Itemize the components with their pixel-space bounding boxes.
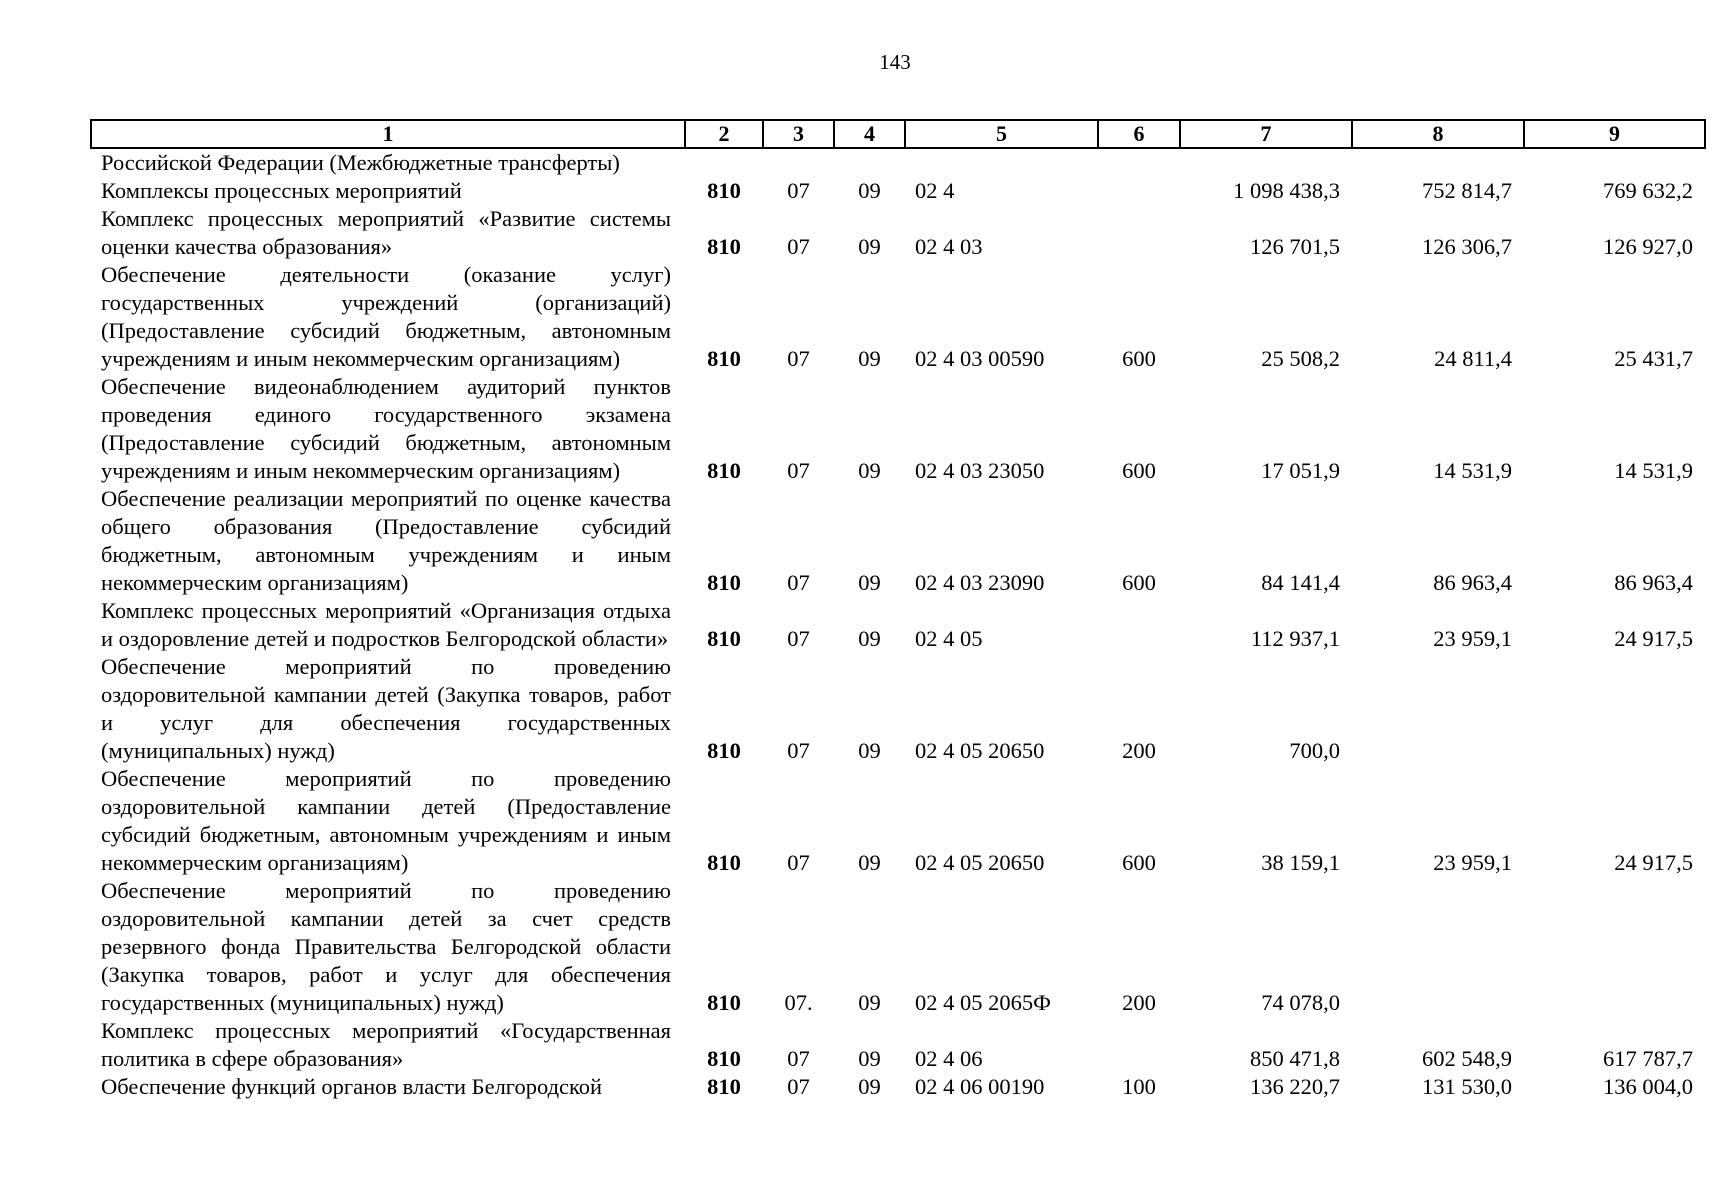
cell-ved: 810 <box>707 570 741 595</box>
header-col-9: 9 <box>1524 120 1705 148</box>
cell-amount-7: 850 471,8 <box>1250 1046 1340 1071</box>
table-row <box>91 877 1705 1017</box>
cell-podrazdel: 09 <box>858 738 881 763</box>
cell-podrazdel: 09 <box>858 178 881 203</box>
cell-amount-8: 14 531,9 <box>1433 458 1512 483</box>
cell-amount-8 <box>1352 653 1524 765</box>
table-row <box>91 373 1705 485</box>
cell-csr: 02 4 03 <box>915 234 983 259</box>
cell-amount-8: 126 306,7 <box>1422 234 1512 259</box>
cell-amount-8: 602 548,9 <box>1422 1046 1512 1071</box>
cell-ved: 810 <box>707 850 741 875</box>
row-description: Обеспечение мероприятий по проведению оздоровительной кампании детей за счет средств резервного фонда Правительства Белгородской области (Закупка товаров, работ и услуг для обеспечения государственных (муниципальных) нужд) <box>101 878 671 1015</box>
cell-podrazdel: 09 <box>858 346 881 371</box>
cell-vr: 200 <box>1122 738 1156 763</box>
cell-ved: 810 <box>707 346 741 371</box>
cell-vr: 600 <box>1122 346 1156 371</box>
cell-vr: 600 <box>1122 570 1156 595</box>
header-col-4: 4 <box>834 120 905 148</box>
cell-amount-9 <box>1524 877 1705 1017</box>
cell-razdel: 07 <box>787 850 810 875</box>
cell-amount-9: 86 963,4 <box>1614 570 1693 595</box>
header-col-6: 6 <box>1098 120 1180 148</box>
cell-amount-7 <box>1180 148 1352 177</box>
cell-podrazdel: 09 <box>858 570 881 595</box>
cell-vr <box>1098 177 1180 205</box>
row-description: Комплексы процессных мероприятий <box>101 178 462 203</box>
cell-amount-9: 617 787,7 <box>1603 1046 1693 1071</box>
cell-amount-7: 74 078,0 <box>1261 990 1340 1015</box>
header-col-2: 2 <box>685 120 763 148</box>
cell-podrazdel: 09 <box>858 990 881 1015</box>
row-description: Комплекс процессных мероприятий «Государственная политика в сфере образования» <box>101 1018 671 1071</box>
cell-amount-8: 23 959,1 <box>1433 850 1512 875</box>
row-description: Российской Федерации (Межбюджетные трансферты) <box>101 150 620 175</box>
cell-podrazdel: 09 <box>858 850 881 875</box>
table-row <box>91 653 1705 765</box>
cell-ved: 810 <box>707 178 741 203</box>
cell-csr: 02 4 05 <box>915 626 983 651</box>
cell-razdel: 07 <box>787 1074 810 1099</box>
cell-amount-8: 23 959,1 <box>1433 626 1512 651</box>
cell-amount-9 <box>1524 653 1705 765</box>
header-col-1: 1 <box>91 120 685 148</box>
row-description: Комплекс процессных мероприятий «Развитие системы оценки качества образования» <box>101 206 671 259</box>
table-row <box>91 765 1705 877</box>
cell-amount-7: 17 051,9 <box>1261 458 1340 483</box>
cell-amount-9: 126 927,0 <box>1603 234 1693 259</box>
cell-amount-7: 112 937,1 <box>1250 626 1340 651</box>
cell-vr <box>1098 205 1180 261</box>
table-row <box>91 205 1705 261</box>
cell-amount-7: 38 159,1 <box>1261 850 1340 875</box>
cell-podrazdel: 09 <box>858 1074 881 1099</box>
header-col-5: 5 <box>905 120 1098 148</box>
cell-amount-9: 136 004,0 <box>1603 1074 1693 1099</box>
cell-ved: 810 <box>707 626 741 651</box>
cell-csr: 02 4 05 20650 <box>915 850 1045 875</box>
table-row <box>91 1073 1705 1101</box>
cell-amount-9: 24 917,5 <box>1614 626 1693 651</box>
cell-csr: 02 4 06 00190 <box>915 1074 1045 1099</box>
cell-csr: 02 4 05 20650 <box>915 738 1045 763</box>
cell-razdel: 07 <box>787 1046 810 1071</box>
table-row <box>91 177 1705 205</box>
cell-vr <box>1098 597 1180 653</box>
cell-razdel: 07 <box>787 738 810 763</box>
cell-ved: 810 <box>707 458 741 483</box>
cell-amount-7: 126 701,5 <box>1250 234 1340 259</box>
cell-razdel <box>763 148 834 177</box>
cell-amount-9: 769 632,2 <box>1603 178 1693 203</box>
cell-podrazdel: 09 <box>858 626 881 651</box>
cell-podrazdel: 09 <box>858 1046 881 1071</box>
row-description: Обеспечение реализации мероприятий по оценке качества общего образования (Предоставление субсидий бюджетным, автономным учреждениям и иным некоммерческим организациям) <box>101 486 671 595</box>
cell-amount-7: 700,0 <box>1289 738 1340 763</box>
page-number: 143 <box>879 50 911 74</box>
table-row <box>91 1017 1705 1073</box>
cell-csr: 02 4 03 00590 <box>915 346 1045 371</box>
cell-vr: 600 <box>1122 850 1156 875</box>
cell-vr <box>1098 1017 1180 1073</box>
cell-amount-8: 752 814,7 <box>1422 178 1512 203</box>
cell-podrazdel: 09 <box>858 458 881 483</box>
cell-amount-9: 24 917,5 <box>1614 850 1693 875</box>
table-row <box>91 148 1705 177</box>
cell-csr: 02 4 06 <box>915 1046 983 1071</box>
cell-podrazdel <box>834 148 905 177</box>
cell-csr: 02 4 05 2065Ф <box>915 990 1051 1015</box>
cell-ved <box>685 148 763 177</box>
cell-csr: 02 4 <box>915 178 955 203</box>
cell-vr: 100 <box>1122 1074 1156 1099</box>
table-body <box>91 148 1705 1101</box>
header-row <box>91 120 1705 148</box>
table-row <box>91 261 1705 373</box>
cell-amount-8 <box>1352 877 1524 1017</box>
cell-razdel: 07. <box>784 990 813 1015</box>
cell-razdel: 07 <box>787 234 810 259</box>
cell-csr: 02 4 03 23050 <box>915 458 1045 483</box>
cell-ved: 810 <box>707 234 741 259</box>
cell-csr: 02 4 03 23090 <box>915 570 1045 595</box>
cell-amount-8 <box>1352 148 1524 177</box>
budget-table <box>90 119 1706 1101</box>
row-description: Обеспечение деятельности (оказание услуг) государственных учреждений (организаций) (Предоставление субсидий бюджетным, автономным учреждениям и иным некоммерческим организациям) <box>101 262 671 371</box>
cell-amount-8: 86 963,4 <box>1433 570 1512 595</box>
cell-amount-8: 24 811,4 <box>1434 346 1512 371</box>
cell-amount-8: 131 530,0 <box>1422 1074 1512 1099</box>
cell-vr: 600 <box>1122 458 1156 483</box>
cell-razdel: 07 <box>787 346 810 371</box>
cell-amount-7: 84 141,4 <box>1261 570 1340 595</box>
cell-amount-9: 25 431,7 <box>1614 346 1693 371</box>
cell-podrazdel: 09 <box>858 234 881 259</box>
cell-razdel: 07 <box>787 626 810 651</box>
row-description: Обеспечение мероприятий по проведению оздоровительной кампании детей (Закупка товаров, работ и услуг для обеспечения государственных (муниципальных) нужд) <box>101 654 671 763</box>
cell-amount-7: 136 220,7 <box>1250 1074 1340 1099</box>
cell-ved: 810 <box>707 990 741 1015</box>
cell-razdel: 07 <box>787 178 810 203</box>
cell-csr <box>905 148 1098 177</box>
cell-amount-7: 25 508,2 <box>1261 346 1340 371</box>
cell-ved: 810 <box>707 738 741 763</box>
header-col-3: 3 <box>763 120 834 148</box>
header-col-7: 7 <box>1180 120 1352 148</box>
row-description: Комплекс процессных мероприятий «Организация отдыха и оздоровление детей и подростков Белгородской области» <box>101 598 671 651</box>
row-description: Обеспечение мероприятий по проведению оздоровительной кампании детей (Предоставление субсидий бюджетным, автономным учреждениям и иным некоммерческим организациям) <box>101 766 671 875</box>
header-col-8: 8 <box>1352 120 1524 148</box>
row-description: Обеспечение видеонаблюдением аудиторий пунктов проведения единого государственного экзамена (Предоставление субсидий бюджетным, автономным учреждениям и иным некоммерческим организациям) <box>101 374 671 483</box>
cell-razdel: 07 <box>787 458 810 483</box>
cell-ved: 810 <box>707 1046 741 1071</box>
cell-vr: 200 <box>1122 990 1156 1015</box>
cell-ved: 810 <box>707 1074 741 1099</box>
cell-amount-9: 14 531,9 <box>1614 458 1693 483</box>
table-row <box>91 485 1705 597</box>
table-row <box>91 597 1705 653</box>
row-description: Обеспечение функций органов власти Белгородской <box>101 1074 603 1099</box>
cell-vr <box>1098 148 1180 177</box>
cell-amount-7: 1 098 438,3 <box>1233 178 1340 203</box>
cell-razdel: 07 <box>787 570 810 595</box>
cell-amount-9 <box>1524 148 1705 177</box>
